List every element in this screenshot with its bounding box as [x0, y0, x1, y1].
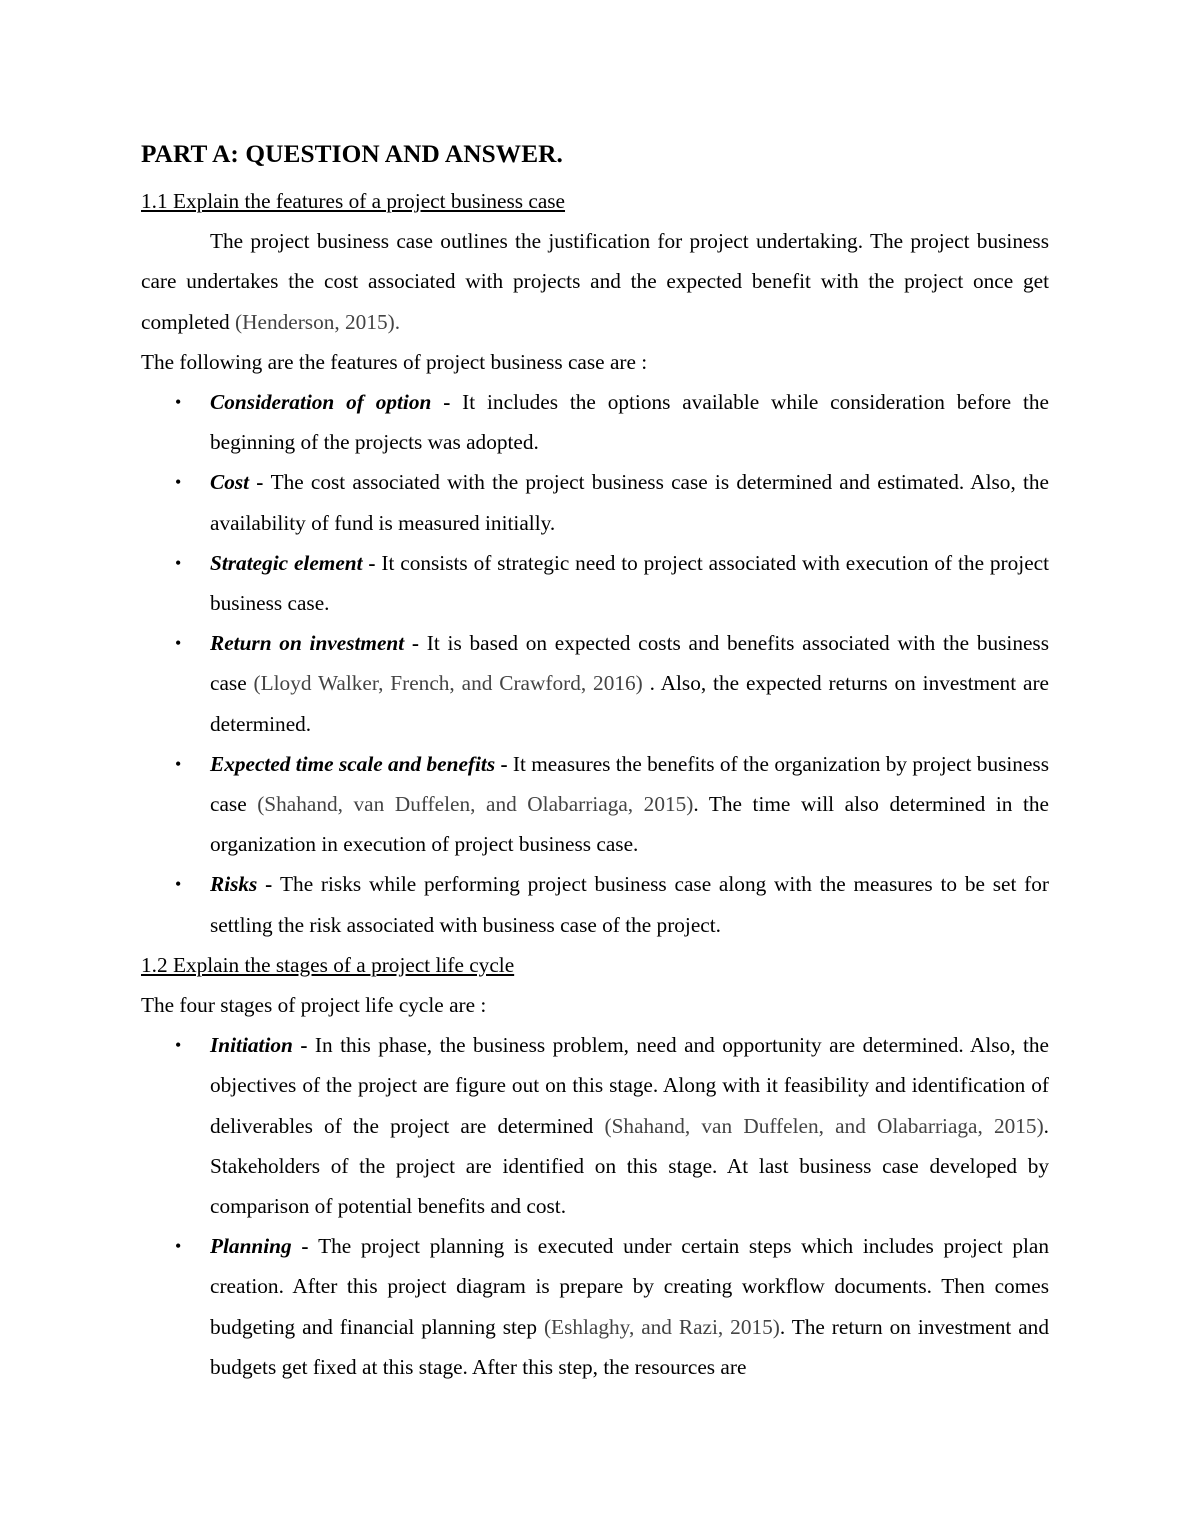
bullet-dash: - [362, 550, 382, 575]
bullet-text: It consists of strategic need to project associated with execution of the project business case. [210, 550, 1050, 616]
bullet-term: Consideration of option [210, 390, 432, 415]
bullet-text: It is based on expected costs and benefits associated with the business case [210, 631, 1049, 696]
list-item [175, 623, 1049, 744]
bullet-term: Return on investment [210, 631, 405, 656]
bullet-icon: • [175, 633, 182, 654]
bullet-dash: - [291, 1234, 319, 1259]
document-page [141, 138, 1049, 1387]
bullet-dash: - [495, 751, 513, 776]
bullet-dash: - [404, 631, 427, 656]
bullet-icon: • [175, 1035, 182, 1056]
citation: (Shahand, van Duffelen, and Olabarriaga, 2015) [604, 1113, 1044, 1138]
section-heading-1-1: 1.1 Explain the features of a project business case [141, 189, 566, 213]
bullet-text: The risks while performing project business case along with the measures to be set for settling the risk associated with business case of the project. [210, 872, 1050, 937]
bullet-icon: • [175, 874, 182, 895]
bullet-term: Risks [210, 872, 258, 897]
bullet-icon: • [175, 1236, 182, 1257]
features-lead: The following are the features of project business case are : [141, 349, 648, 374]
citation: (Shahand, van Duffelen, and Olabarriaga, 2015) [257, 792, 694, 817]
bullet-term: Strategic element [210, 550, 363, 575]
citation: (Henderson, 2015) [235, 309, 395, 334]
bullet-term: Initiation [210, 1033, 293, 1058]
bullet-term: Planning [210, 1234, 292, 1259]
bullet-term: Cost [210, 470, 250, 495]
citation: (Eshlaghy, and Razi, 2015) [543, 1314, 780, 1339]
bullet-text: The cost associated with the project business case is determined and estimated. Also, the availability of fund is measured initially. [210, 470, 1049, 535]
list-item [175, 462, 1049, 542]
bullet-tail: . Also, the expected returns on investment are determined. [210, 671, 1049, 736]
list-item [175, 744, 1049, 865]
list-item [175, 1226, 1049, 1387]
bullet-tail: . The return on investment and budgets get fixed at this stage. After this step, the resources are [210, 1314, 1049, 1379]
bullet-icon: • [175, 552, 182, 573]
list-item [175, 543, 1050, 623]
intro-text: The project business case outlines the justification for project undertaking. The project business care undertakes the cost associated with projects and the expected benefit with the project once get completed [141, 229, 1049, 334]
features-list [141, 382, 1049, 945]
intro-end: . [394, 309, 401, 334]
citation: (Lloyd Walker, French, and Crawford, 2016) [253, 671, 643, 696]
bullet-text: The project planning is executed under certain steps which includes project plan creation. After this project diagram is prepare by creating workflow documents. Then comes budgeting and financial planning step [210, 1234, 1049, 1339]
bullet-dash: - [249, 470, 271, 495]
stages-list [141, 1025, 1049, 1387]
section-heading-1-2: 1.2 Explain the stages of a project life cycle [141, 952, 515, 977]
list-item [175, 864, 1050, 944]
list-item [175, 382, 1050, 462]
bullet-dash: - [292, 1033, 315, 1058]
stages-lead: The four stages of project life cycle are : [141, 993, 487, 1018]
bullet-icon: • [175, 472, 182, 493]
bullet-term: Expected time scale and benefits [210, 751, 496, 776]
bullet-icon: • [175, 753, 182, 774]
bullet-tail: . The time will also determined in the organization in execution of project business case. [210, 792, 1049, 857]
bullet-text: It includes the options available while consideration before the beginning of the projects was adopted. [210, 390, 1050, 455]
list-item [175, 1025, 1049, 1226]
bullet-icon: • [175, 392, 182, 413]
bullet-text: In this phase, the business problem, need and opportunity are determined. Also, the objectives of the project are figure out on this stage. Along with it feasibility and identification of deliverables of the project are determined [210, 1033, 1049, 1138]
bullet-tail: . Stakeholders of the project are identified on this stage. At last business case developed by comparison of potential benefits and cost. [210, 1113, 1049, 1219]
bullet-dash: - [431, 390, 463, 415]
intro-paragraph [141, 221, 1049, 342]
page-title: PART A: QUESTION AND ANSWER. [141, 140, 563, 168]
bullet-text: It measures the benefits of the organization by project business case [210, 751, 1049, 817]
bullet-dash: - [257, 872, 281, 897]
